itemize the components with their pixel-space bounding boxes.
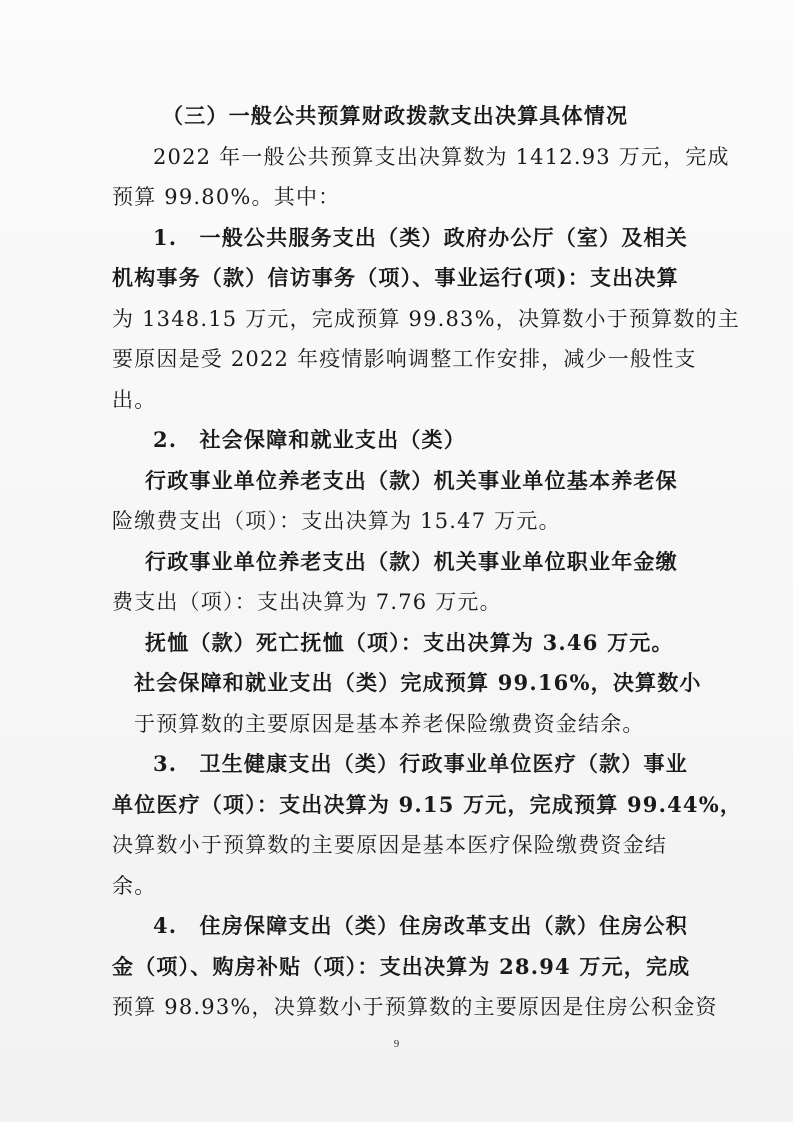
paragraph-line: 行政事业单位养老支出（款）机关事业单位基本养老保 <box>145 467 678 493</box>
paragraph-line: 行政事业单位养老支出（款）机关事业单位职业年金缴 <box>145 548 678 574</box>
page-number: 9 <box>393 1038 400 1050</box>
paragraph-line: 机构事务（款）信访事务（项）、事业运行(项)：支出决算 <box>112 265 679 290</box>
paragraph-line: 社会保障和就业支出（类）完成预算 99.16%，决算数小 <box>134 670 702 695</box>
paragraph-line: 于预算数的主要原因是基本养老保险缴费资金结余。 <box>134 711 645 736</box>
paragraph-line: 险缴费支出（项）：支出决算为 15.47 万元。 <box>112 509 561 533</box>
paragraph-line: 余。 <box>112 873 157 898</box>
paragraph-line: 预算 99.80%。其中： <box>112 185 341 209</box>
paragraph-line: 金（项）、购房补贴（项）：支出决算为 28.94 万元，完成 <box>112 953 691 979</box>
document-body <box>112 96 743 1028</box>
paragraph-line: 为 1348.15 万元，完成预算 99.83%，决算数小于预算数的主 <box>112 306 740 331</box>
paragraph-line: 单位医疗（项）：支出决算为 9.15 万元，完成预算 99.44%， <box>112 791 743 817</box>
item-heading: 2. 社会保障和就业支出（类） <box>153 427 466 452</box>
paragraph-line: 2022 年一般公共预算支出决算数为 1412.93 万元，完成 <box>153 144 730 169</box>
paragraph-line: 抚恤（款）死亡抚恤（项）：支出决算为 3.46 万元。 <box>145 629 674 655</box>
paragraph-line: 决算数小于预算数的主要原因是基本医疗保险缴费资金结 <box>112 833 667 857</box>
paragraph-line: 出。 <box>112 387 157 412</box>
paragraph-line: 预算 98.93%，决算数小于预算数的主要原因是住房公积金资 <box>112 995 718 1019</box>
paragraph-line: 要原因是受 2022 年疫情影响调整工作安排，减少一般性支 <box>112 347 697 371</box>
item-heading: 4. 住房保障支出（类）住房改革支出（款）住房公积 <box>153 913 688 938</box>
item-heading: 3. 卫生健康支出（类）行政事业单位医疗（款）事业 <box>153 751 688 776</box>
paragraph-line: 费支出（项）：支出决算为 7.76 万元。 <box>112 590 502 614</box>
item-heading: 1. 一般公共服务支出（类）政府办公厅（室）及相关 <box>153 224 688 250</box>
section-heading: （三）一般公共预算财政拨款支出决算具体情况 <box>162 103 629 128</box>
